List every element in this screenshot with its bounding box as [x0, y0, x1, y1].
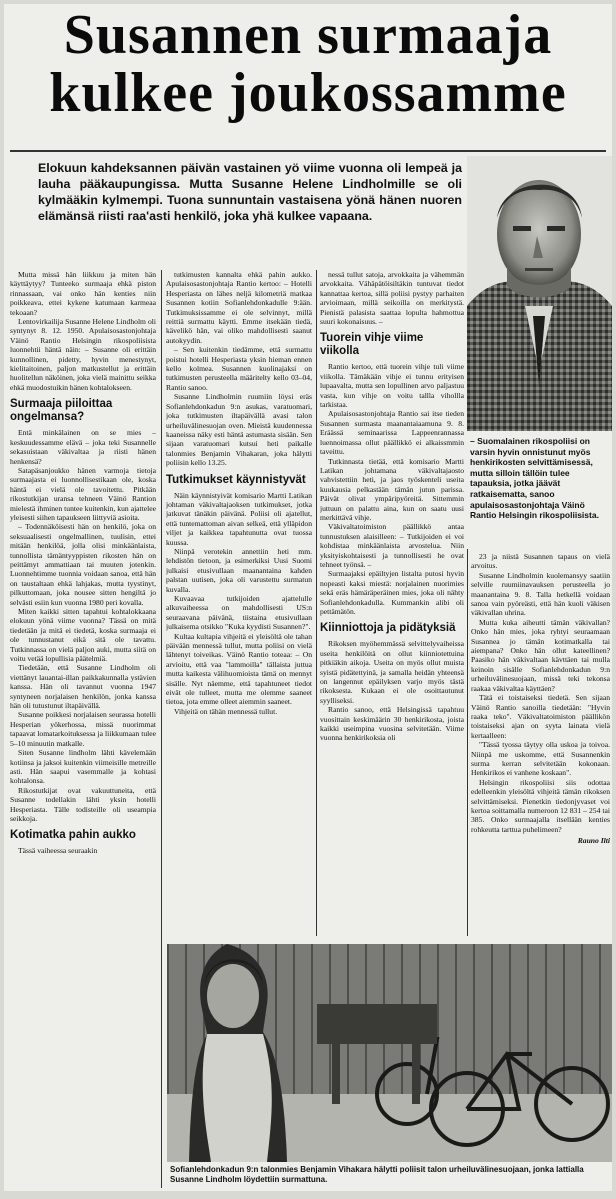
headline-line-2: kulkee joukossamme — [49, 62, 567, 124]
lead-paragraph: Elokuun kahdeksannen päivän vastainen yö viime vuonna oli lempeä ja lauha pääkaupungissa. Mutta Susanne Helene Lindholmille se oli kylmääkin kylmempi. Tuona sunnuntain vastaisena yönä hänen nuoren elämänsä riisti raa'asti henkilö, joka yhä kulkee vapaana. — [38, 161, 462, 223]
col1-paragraph: Mutta missä hän liikkuu ja miten hän käyttäytyy? Tunteeko surmaaja ehkä piston rinnassaan, vai onko hän kenties niin poikkeava, ettei kykene katumaan karmeaa tekoaan? — [10, 270, 156, 317]
col1-paragraph: Entä minkälainen on se mies – keskuudessamme elävä – joka teki Susannelle sekasuistaan väkivaltaa ja riisti hänen henkensä? — [10, 428, 156, 466]
article-column-3 — [320, 270, 464, 936]
col1-paragraph: Lentovirkailija Susanne Helene Lindholm oli syntynyt 8. 12. 1950. Apulaisosastonjohtaja Väinö Rantio Helsingin rikospoliisista luonnehtii häntä näin: – Susanne oli erittäin kunnollinen, pidetty, hyvin menestynyt, kielitaitoinen, paljon matkustellut ja erittäin huolitellun näköinen, joka vielä mainittu seikka ehkä muodostuikin hänen kohtalokseen. — [10, 317, 156, 392]
col3-paragraph: Tutkinnasta tietää, että komisario Martti Latikan johtamana väkivaltajaosto vahvistettiin heti, ja jaos työskenteli useita kuukausia pelkastään tämän jutun parissa. Päivät olivat ympäripyöreitä. Sittemmin juttuun on palattu aina, kun on saatu uusi merkittävä vihje. — [320, 456, 464, 522]
col3-paragraph: Apulaisosastonjohtaja Rantio sai itse tieden Susannen surmasta maanantaiaamuna 9. 8. Eräässä seminaarissa Lappeenrannassa luennoimassa ollut päällikkö ei alkaissmmin taveittu. — [320, 409, 464, 457]
col2-paragraph: tutkimusten kannalta ehkä pahin aukko. Apulaisosastonjohtaja Rantio kertoo: – Hotelli Hesperiasta on lähes neljä kilometriä matkaa Susannen kotiin Sofianlehdonkadulle 9:ään. Tutkimuksissamme ei ole selvinnyt, millä reittiä surmattu käytti. Emme itsekään tiedä, kävelikö hän, vai oliko mahdollisesti saanut autokyydin. — [166, 270, 312, 345]
col3-subhead: Kiinniottoja ja pidätyksiä — [320, 622, 456, 635]
col1-subhead: Surmaaja piiloittaa ongelmansa? — [10, 398, 113, 424]
byline: Rauno Ilti — [577, 836, 610, 846]
col3-paragraph: Surmaajaksi epäiltyjen listalta putosi hyvin nopeasti kaksi miestä: norjalainen nuorimies sekä eräs hämäräperäinen mies, joka oli nähty Sofianlehdonkadulla. Kummankin alibi oli pettämätön. — [320, 569, 464, 616]
article-column-4 — [471, 552, 610, 938]
headline-rule — [10, 150, 606, 152]
portrait-photo — [467, 156, 612, 431]
article-column-2 — [166, 270, 312, 936]
col1-paragraph: – Todennäköisesti hän on henkilö, joka on seksuaalisesti ongelmallinen, tuulisin, ettei mitään henkilöä, jolla olisi minkäänlaista, tunnollista tämäntyyppisten rikosten hän on peittämyt ammattiaan tai muuten jotenkin. Luonnehtimme tuonnia voidaan sanoa, että hän on taustaltaan ehkä lahjakas, mutta tyystinyt, pilkuttomaan, joka nousee sitten hengiltä jo selvästi esiin kun vuonna 1980 peri kovalla. — [10, 522, 156, 607]
column-rule — [467, 549, 468, 936]
col3-paragraph: Rikoksen myöhemmässä selvittelyvaiheissa useita henkilöitä on ollut kiinniotettuina pitkiäkin aikoja. Useita on myös ollut muista syistä pidätettyinä, ja samalla heidän yhteensä on langennut epäilyksen varjo myös tästä rikoksesta. Kukaan ei ole osoittautunut syylliseksi. — [320, 639, 464, 705]
col1-paragraph: Tiedetään, että Susanne Lindholm oli viettänyt lauantai-illan paikkakunnalla ystävien kanssa. Hän oli tavannut vuonna 1947 syntyneen norjalaisen henkilön, jonka kanssa hän oli tutustunut iltapäivällä. — [10, 663, 156, 711]
col1-paragraph: Susanne poikkesi norjalaisen seurassa hotelli Hesperian yökerhossa, missä nuorimmat tapaavat lomatarkoituksessa ja liikkumaan tulee 5–10 minuutin matkalle. — [10, 710, 156, 748]
column-rule — [316, 270, 317, 936]
col2-paragraph: Susanne Lindholmin ruumiin löysi eräs Sofianlehdonkadun 9:n asukas, varatuomari, joka tutkimusten iltapäivällä avasi talon urheiluvälinesuojan oven. Mieistä kuudennessa kaaneissa näky esti häntä astumasta sisään. Sen sijaan varatuomari kutsui heti paikalle talonmies Benjamin Vihakaran, joka hälytti poliisin kello 13.25. — [166, 392, 312, 468]
col3-paragraph: nessä tullut satoja, arvokkaita ja vähemmän arvokkaita. Vähäpätöisiltäkin tuntuvat tiedot kannattaa kertoa, sillä poliisi pystyy parhaiten arvioimaan, millä seikoilla on merkitystä. Pienistä palasista saattaa lopulta hahmottua suuri kokonaisuus. – — [320, 270, 464, 327]
col2-paragraph: – Sen kuitenkin tiedämme, että surmattu poistui hotelli Hesperiasta yksin hieman ennen kello kolmea. Susannen kuolinajaksi on tutkimusten perusteella määritelty kello 03–04, Rantio sanoo. — [166, 345, 312, 392]
article-column-1 — [10, 270, 156, 1188]
scene-photo — [167, 944, 612, 1162]
col4-paragraph: Tätä ei toistaiseksi tiedetä. Sen sijaan Väinö Rantio sanoilla tiedetään: "Hyvin raaka teko". Väkivaltatoimiston päällikön toistaiseksi ajan on syyta lainata vielä kertaalleen: — [471, 693, 610, 740]
col1-paragraph: Miten kaikki sitten tapahtui kohtalokkaana elokuun yönä viime vuonna? Tässä on mitä tiedetään ja mitä ei tiedetä, koska surmaaja ei ole tunnustanut eikä sitä ole tavattu. Tutkinnassa on vielä paljon auki, mutta siitä on voitu vetää lopullisia päätelmiä. — [10, 607, 156, 664]
col4-paragraph: Helsingin rikospoliisi siis odottaa edelleenkin yleisöltä vihjeitä tämän rikoksen selvittämiseksi. Pienetkin tiedonjyvaset voi kertoa soittamalla numeroon 12 831 – 254 tai 385. Onko surmaajalla itsellään kenties rohkeutta tarttua puhelimeen? — [471, 777, 610, 834]
col4-paragraph: Susanne Lindholmin kuolemansyy saatiin selville ruumiinavauksen perusteella jo maanantaina 9. 8. Talla hetkellä voidaan sanoa vain pyöreästi, että hän kuoli väkisen väkivallan uhrina. — [471, 570, 610, 618]
newspaper-page — [4, 4, 612, 1191]
col3-subhead: Tuorein vihje viime viikolla — [320, 332, 424, 358]
col4-paragraph: Mutta kuka aiheutti tämän väkivallan? Onko hän mies, joka ryhtyi seuraamaan Susannea jo tämän kotimatkalla tai aiempana? Onko hän ollut kateellinen? Paasiko hän väkivaltaan kävttäen tai mulla keinoin sisälle Sofianlehdonkadun 9:n urheiluvälinesuojaan, missä teki tekonsa raakaa väkivaltaa käyttäen? — [471, 617, 610, 693]
col1-paragraph: Satapäsanjoukko hänen varmoja tietoja surmaajasta ei luonnollisestikaan ole, koska häntä ei vielä ole tavoitettu. Pitkään rikostutkijan uransa tehneen Väinö Rantion mielestä ihminen tuntee kuitenkin, kun ajattelee yleisesti siihen tapaukseen liittyviä asioita. — [10, 465, 156, 522]
col3-paragraph: Rantio kertoo, että tuorein vihje tuli viime viikolla. Tämäkään vihje ei tunnu erityisen lupaavalta, mutta sen lopullinen arvo paljastuu vasta, kun vihje on voitu tallla vihollla tarkistaa. — [320, 362, 464, 410]
scene-photo-graphic — [167, 944, 612, 1162]
col4-paragraph: 23 ja niistä Susannen tapaus on vielä arvoitus. — [471, 552, 610, 571]
col1-paragraph: Siten Susanne lindholm lähti kävelemään kotiinsa ja jaksoi kuitenkin viimeisille metreille asti. Hän saapui vasemmalle ja kohtasi kohtalonsa. — [10, 748, 156, 786]
headline — [4, 6, 612, 122]
portrait-caption: – Suomalainen rikospoliisi on varsin hyvin onnistunut myös henkirikosten selvittämisessä, mutta silloin tällöin tulee tapauksia, jotka jäävät ratkaisematta, sanoo apulaisosastonjohtaja Väinö Rantio Helsingin rikospoliisista. — [470, 436, 599, 521]
col2-paragraph: Vihjeitä on tähän mennessä tullut. — [174, 706, 278, 716]
col3-paragraph: Rantio sanoo, että Helsingissä tapahtuu vuosittain keskimäärin 30 henkirikosta, joista kaikki useimpina vuosina selvitetään. Viime vuonna henkirikoksia oli — [320, 705, 464, 743]
col2-subhead: Tutkimukset käynnistyvät — [166, 473, 306, 486]
column-rule — [161, 270, 162, 1188]
col1-paragraph: Rikostutkijat ovat vakuuttuneita, että Susanne todellakin lähti yksin hotelli Hesperiasta. Tälle todisteille oli useampia seikkoja. — [10, 785, 156, 823]
col4-paragraph: "Tässä tyossa täytyy olla uskoa ja toivoa. Niinpä me uskomme, että Susannenkin surma kerran selvitetään kokonaan. Henkirikos ei vanhene koskaan". — [471, 740, 610, 778]
col2-paragraph: Näin käynnistyivät komisario Martti Latikan johtaman väkivaltajaoksen tutkimukset, jotka jatkuvat tänäkin päivänä. Poliisi oli ajatellut, että tuntemattoman aivan selkeä, että ylläpidon viljet ja kaikkea tapahtunutta ovat tuossa kuussa. — [166, 490, 312, 547]
col3-paragraph: Väkivaltatoimiston päällikkö antaa tunnustuksen alaisilleen: – Tutkijoiden ei voi kohdistaa minkäänlaista arvostelua. Niin yksityiskohtaisesti ja tunnollisesti he ovat tehneet työnsä. – — [320, 522, 464, 569]
portrait-photo-graphic — [467, 156, 612, 431]
scene-caption: Sofianlehdonkadun 9:n talonmies Benjamin Vihakara hälytti poliisit talon urheiluvälinesuojaan, jonka lattialla Susanne Lindholm löydettiin surmattuna. — [170, 1165, 584, 1184]
col1-subhead: Kotimatka pahin aukko — [10, 829, 136, 842]
headline-line-1: Susannen surmaaja — [63, 4, 553, 66]
col2-paragraph: Kuvaavaa tutkijoiden ajattelulle alkuvaiheessa on mahdollisesti US:n seuraavana päivänä, tiistaina etusivullaan julkaisema otsikko "Kuka kyydisti Susannen?". — [166, 594, 312, 632]
col2-paragraph: Niinpä verotekin annettiin heti mm. lehdistön tietoon, ja esimerkiksi Uusi Suomi julkaisi etusivullaan maanantaina kahden palstan uutisen, joka oli varustettu surmatun kuvalla. — [166, 546, 312, 594]
col2-paragraph: Kultaa kultapia vihjeitä ei yleisöltä ole tahan päivään mennessä tullut, mutta poliisi on vielä lähtenyt toiveikas. Väinö Rantio toteaa: – On arvioitu, että vaa "lammoilla" tällaista juttua mutta kaikesta välihuomioista tämä on mennyt sisälle. Nyt näemme, että tapahtuneet tiedot eivät ole tulleet, mutta me olemme saaneet tietoa, jota emme olleet aiemmin saaneet. — [166, 631, 312, 707]
col1-paragraph: Tässä vaiheessa seuraakin — [18, 846, 98, 856]
